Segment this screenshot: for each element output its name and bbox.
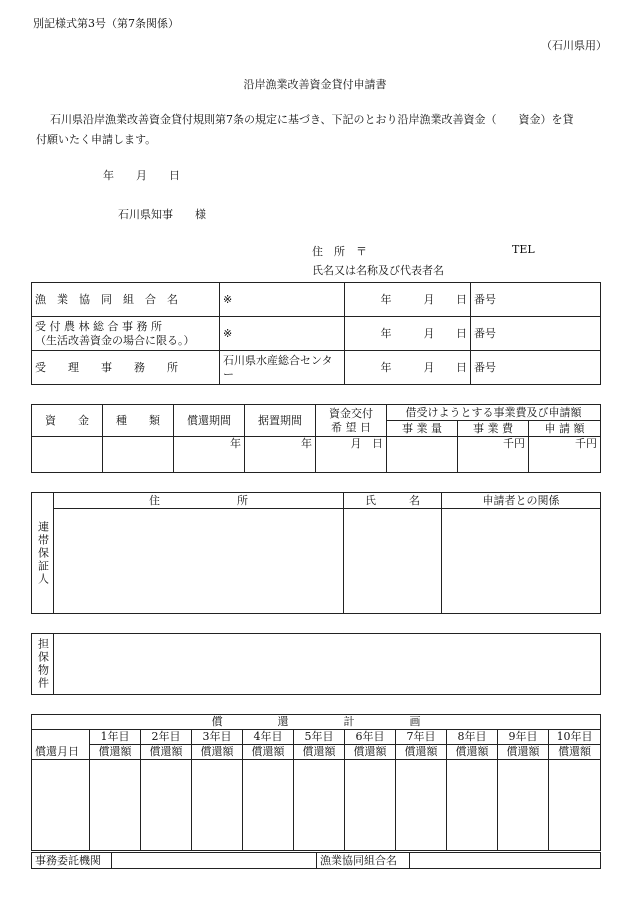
col-repay-month: 償還月日 — [32, 730, 90, 760]
repay-amount-header: 償還額 — [345, 745, 396, 760]
fund-input[interactable] — [32, 437, 103, 473]
delivery-line-2: 希 望 日 — [331, 420, 371, 434]
reception-table — [31, 282, 601, 385]
repay-month-input[interactable] — [32, 760, 90, 851]
coop-label: 漁業協同組合名 — [317, 853, 410, 869]
reception-row-agri — [32, 317, 601, 351]
year-5-header: 5年目 — [294, 730, 345, 745]
repay-amount-header: 償還額 — [294, 745, 345, 760]
cost-input[interactable]: 千円 — [458, 437, 529, 473]
number-cell[interactable]: 番号 — [471, 351, 601, 385]
col-quantity: 事 業 量 — [387, 421, 458, 437]
guarantor-entry-row — [32, 509, 601, 614]
entry-cell[interactable]: 石川県水産総合センター — [220, 351, 345, 385]
loan-entry-row — [32, 437, 601, 473]
entry-cell[interactable]: ※ — [220, 317, 345, 351]
delivery-line-1: 資金交付 — [329, 406, 373, 420]
office-cell — [32, 317, 220, 351]
guarantor-relation-input[interactable] — [442, 509, 601, 614]
year-4-header: 4年目 — [243, 730, 294, 745]
repay-amount-header: 償還額 — [192, 745, 243, 760]
grace-period-input[interactable]: 年 — [245, 437, 316, 473]
repayment-table — [31, 714, 601, 851]
year-2-header: 2年目 — [141, 730, 192, 745]
reception-row-coop — [32, 283, 601, 317]
col-repay-period: 償還期間 — [174, 405, 245, 437]
repay-amount-header: 償還額 — [396, 745, 447, 760]
repay-amount-header: 償還額 — [498, 745, 549, 760]
reception-row-office — [32, 351, 601, 385]
day-cell: 日 — [438, 317, 471, 351]
col-type: 種 類 — [103, 405, 174, 437]
month-cell: 月 — [395, 351, 438, 385]
form-number: 別記様式第3号（第7条関係） — [33, 17, 179, 30]
office-cell: 受 理 事 務 所 — [32, 351, 220, 385]
repay-amount-input[interactable] — [498, 760, 549, 851]
name-label: 氏名又は名称及び代表者名 — [312, 264, 444, 277]
unit-day: 日 — [372, 437, 383, 450]
guarantor-side-label: 連帯保証人 — [32, 493, 54, 614]
repay-period-input[interactable]: 年 — [174, 437, 245, 473]
prefecture-use-label: （石川県用） — [541, 39, 607, 52]
coop-input[interactable] — [410, 853, 601, 869]
body-text-line-1: 石川県沿岸漁業改善資金貸付規則第7条の規定に基づき、下記のとおり沿岸漁業改善資金（ 資金）を貸 — [50, 113, 574, 126]
col-project-header: 借受けようとする事業費及び申請額 — [387, 405, 601, 421]
repay-amount-header: 償還額 — [141, 745, 192, 760]
unit-month: 月 — [350, 437, 362, 450]
repay-amount-input[interactable] — [192, 760, 243, 851]
application-date: 年 月 日 — [103, 169, 180, 182]
loan-table — [31, 404, 601, 473]
collateral-input[interactable] — [54, 634, 601, 695]
repay-amount-input[interactable] — [141, 760, 192, 851]
repay-amount-input[interactable] — [345, 760, 396, 851]
collateral-table — [31, 633, 601, 695]
col-guarantor-name: 氏 名 — [344, 493, 442, 509]
repay-amount-input[interactable] — [447, 760, 498, 851]
day-cell: 日 — [438, 283, 471, 317]
type-input[interactable] — [103, 437, 174, 473]
repay-amount-input[interactable] — [90, 760, 141, 851]
year-9-header: 9年目 — [498, 730, 549, 745]
repay-amount-header: 償還額 — [90, 745, 141, 760]
repay-amount-header: 償還額 — [243, 745, 294, 760]
footer-table — [31, 852, 601, 869]
collateral-side-label: 担保物件 — [32, 634, 54, 695]
office-name: 受 付 農 林 総 合 事 務 所 — [35, 319, 162, 333]
col-amount: 申 請 額 — [529, 421, 601, 437]
year-cell: 年 — [345, 317, 395, 351]
col-guarantor-relation: 申請者との関係 — [442, 493, 601, 509]
year-6-header: 6年目 — [345, 730, 396, 745]
guarantor-name-input[interactable] — [344, 509, 442, 614]
repay-amount-header: 償還額 — [447, 745, 498, 760]
col-delivery-date — [316, 405, 387, 437]
form-title: 沿岸漁業改善資金貸付申請書 — [243, 78, 387, 91]
tel-label: TEL — [512, 243, 535, 256]
col-cost: 事 業 費 — [458, 421, 529, 437]
agency-label: 事務委託機関 — [32, 853, 112, 869]
day-cell: 日 — [438, 351, 471, 385]
year-3-header: 3年目 — [192, 730, 243, 745]
repay-amount-input[interactable] — [396, 760, 447, 851]
repay-amount-input[interactable] — [549, 760, 601, 851]
repay-amount-input[interactable] — [243, 760, 294, 851]
address-label: 住 所 〒 — [312, 245, 367, 258]
entry-cell[interactable]: ※ — [220, 283, 345, 317]
year-8-header: 8年目 — [447, 730, 498, 745]
col-grace-period: 据置期間 — [245, 405, 316, 437]
repayment-title: 償 還 計 画 — [32, 715, 601, 730]
agency-input[interactable] — [112, 853, 317, 869]
month-cell: 月 — [395, 283, 438, 317]
guarantor-address-input[interactable] — [54, 509, 344, 614]
col-guarantor-address: 住 所 — [54, 493, 344, 509]
body-text-line-2: 付願いたく申請します。 — [36, 133, 157, 146]
year-7-header: 7年目 — [396, 730, 447, 745]
office-note: （生活改善資金の場合に限る。） — [35, 333, 195, 347]
col-fund: 資 金 — [32, 405, 103, 437]
number-cell[interactable]: 番号 — [471, 317, 601, 351]
delivery-date-input[interactable] — [316, 437, 387, 473]
repay-amount-input[interactable] — [294, 760, 345, 851]
month-cell: 月 — [395, 317, 438, 351]
office-cell: 漁 業 協 同 組 合 名 — [32, 283, 220, 317]
year-10-header: 10年目 — [549, 730, 601, 745]
repayment-entry-row — [32, 760, 601, 851]
amount-input[interactable]: 千円 — [529, 437, 601, 473]
number-cell[interactable]: 番号 — [471, 283, 601, 317]
year-cell: 年 — [345, 283, 395, 317]
guarantor-table — [31, 492, 601, 614]
repay-amount-header: 償還額 — [549, 745, 601, 760]
addressee: 石川県知事 様 — [118, 208, 206, 221]
quantity-input[interactable] — [387, 437, 458, 473]
year-cell: 年 — [345, 351, 395, 385]
year-1-header: 1年目 — [90, 730, 141, 745]
